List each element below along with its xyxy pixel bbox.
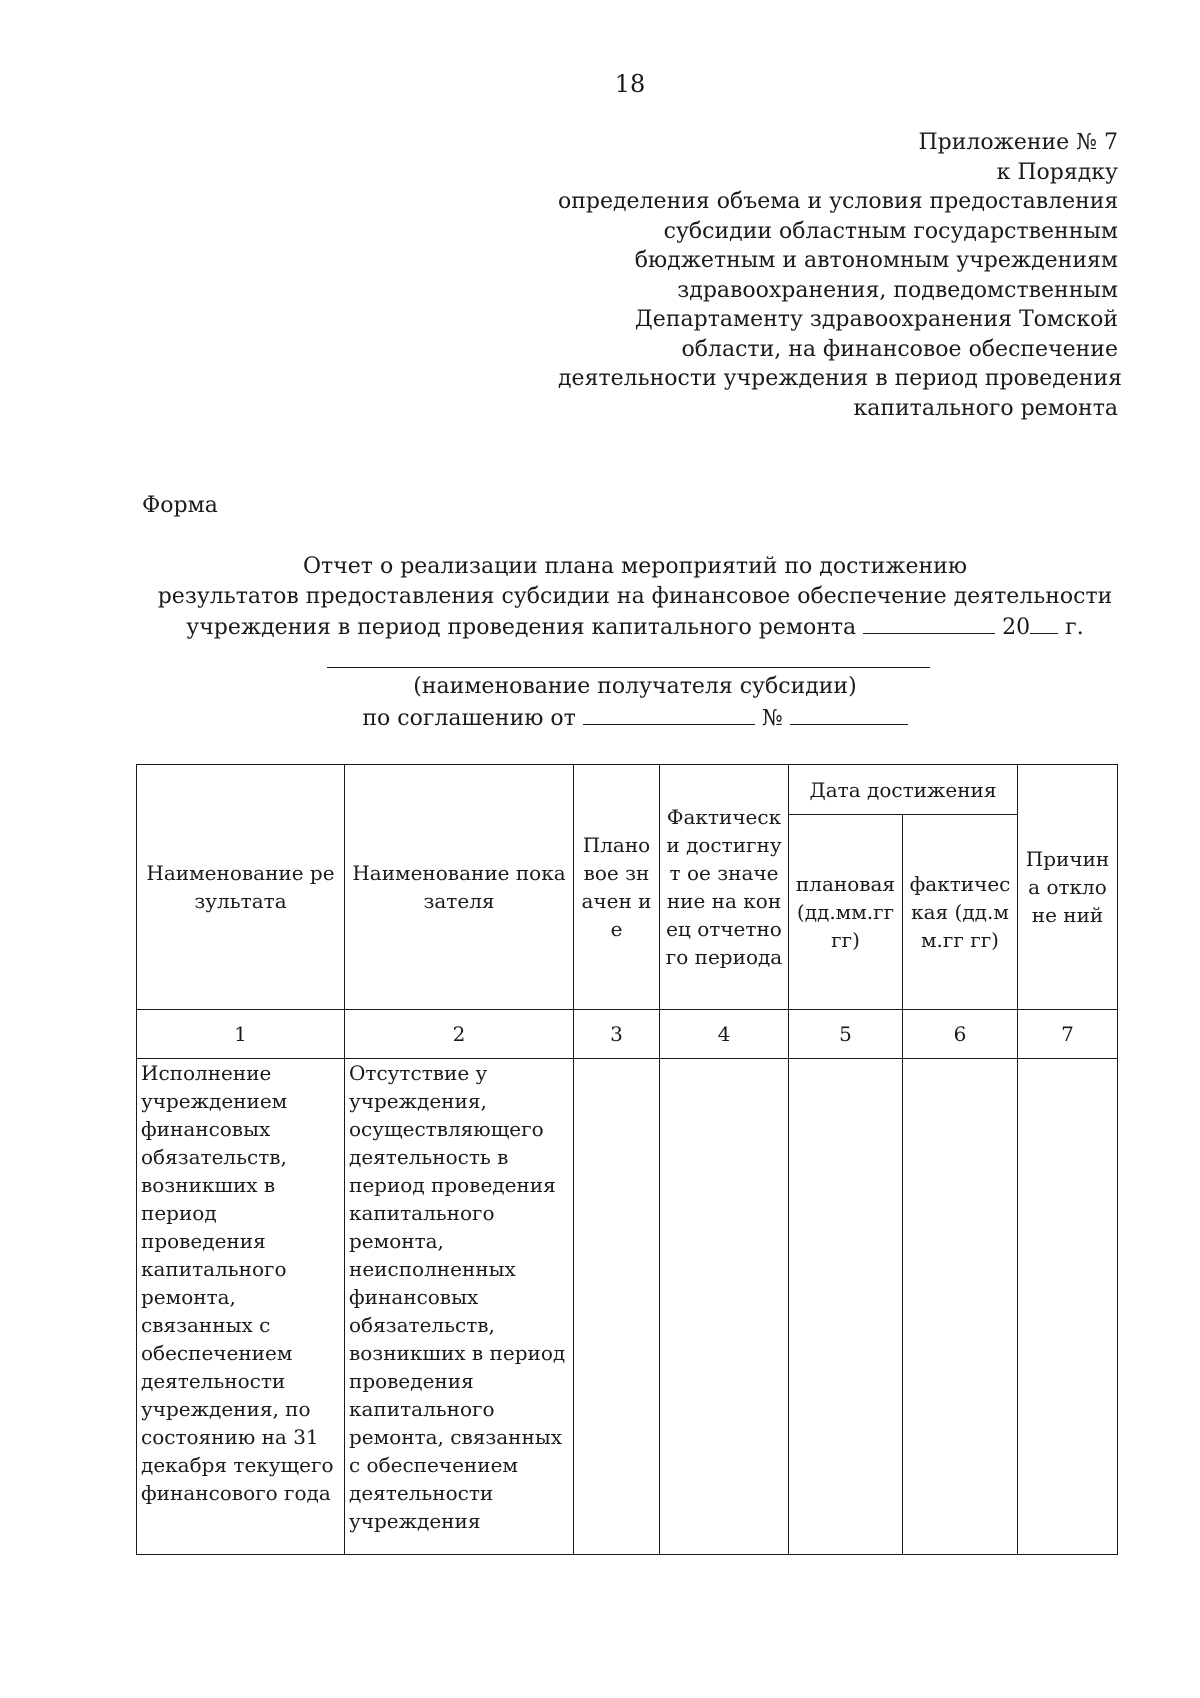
title-line-2: результатов предоставления субсидии на финансовое обеспечение деятельности [157, 583, 1113, 609]
cell-planned-value[interactable] [574, 1059, 660, 1555]
appendix-line: капитального ремонта [853, 395, 1118, 421]
column-number: 7 [1018, 1010, 1118, 1059]
appendix-line: деятельности учреждения в период проведения [558, 366, 1122, 391]
agreement-line [60, 702, 1200, 734]
column-number: 3 [574, 1010, 660, 1059]
year-suffix: г. [1065, 615, 1084, 640]
header-result-name: Наименование результата [137, 765, 345, 1010]
agreement-number-blank[interactable] [790, 702, 908, 725]
cell-result: Исполнение учреждением финансовых обязательств, возникших в период проведения капитального ремонта, связанных с обеспечением деятельности учреждения, по состоянию на 31 декабря текущего финансового года [137, 1059, 345, 1555]
column-number: 1 [137, 1010, 345, 1059]
column-number: 2 [345, 1010, 574, 1059]
recipient-name-line[interactable] [327, 667, 930, 668]
form-label: Форма [142, 493, 218, 518]
appendix-header [558, 128, 1122, 423]
page-number: 18 [614, 70, 646, 98]
appendix-line: субсидии областным государственным [663, 218, 1118, 244]
recipient-caption: (наименование получателя субсидии) [413, 674, 857, 699]
header-actual-date: фактичес кая (дд.мм.гг гг) [903, 815, 1018, 1010]
report-table [136, 764, 1118, 1555]
appendix-line: определения объема и условия предоставления [558, 189, 1119, 214]
cell-actual-date[interactable] [903, 1059, 1018, 1555]
year-prefix: 20 [1002, 615, 1031, 640]
appendix-line: бюджетным и автономным учреждениям [634, 248, 1118, 273]
report-title [60, 552, 1200, 643]
header-planned-date: плановая (дд.мм.гг гг) [789, 815, 903, 1010]
cell-indicator: Отсутствие у учреждения, осуществляющего деятельность в период проведения капитального ремонта, неисполненных финансовых обязательств, возникших в период проведения капитального ремонта, связанных с обеспечением деятельности учреждения [345, 1059, 574, 1555]
recipient-block [60, 672, 1200, 733]
header-deviation-reason: Причин а отклоне ний [1018, 765, 1118, 1010]
title-line-1: Отчет о реализации плана мероприятий по достижению [303, 554, 967, 579]
column-number: 4 [660, 1010, 789, 1059]
appendix-line: Департаменту здравоохранения Томской [634, 307, 1118, 332]
header-achievement-date: Дата достижения [789, 765, 1018, 815]
cell-planned-date[interactable] [789, 1059, 903, 1555]
header-planned-value: Плано вое значен ие [574, 765, 660, 1010]
number-sign: № [761, 705, 783, 731]
period-blank[interactable] [863, 611, 995, 634]
title-line-3-prefix: учреждения в период проведения капитального ремонта [186, 615, 857, 640]
header-indicator-name: Наименование показателя [345, 765, 574, 1010]
appendix-line: области, на финансовое обеспечение [681, 336, 1118, 362]
year-blank[interactable] [1030, 611, 1058, 634]
cell-deviation-reason[interactable] [1018, 1059, 1118, 1555]
title-line-3 [60, 611, 1200, 643]
cell-actual-value[interactable] [660, 1059, 789, 1555]
column-number: 5 [789, 1010, 903, 1059]
header-actual-value: Фактическ и достигнут ое значение на конец отчетного периода [660, 765, 789, 1010]
column-number: 6 [903, 1010, 1018, 1059]
appendix-line: Приложение № 7 [918, 130, 1118, 155]
agreement-date-blank[interactable] [583, 702, 755, 725]
agreement-prefix: по соглашению от [362, 705, 576, 731]
appendix-line: к Порядку [996, 159, 1118, 185]
appendix-line: здравоохранения, подведомственным [677, 277, 1118, 303]
